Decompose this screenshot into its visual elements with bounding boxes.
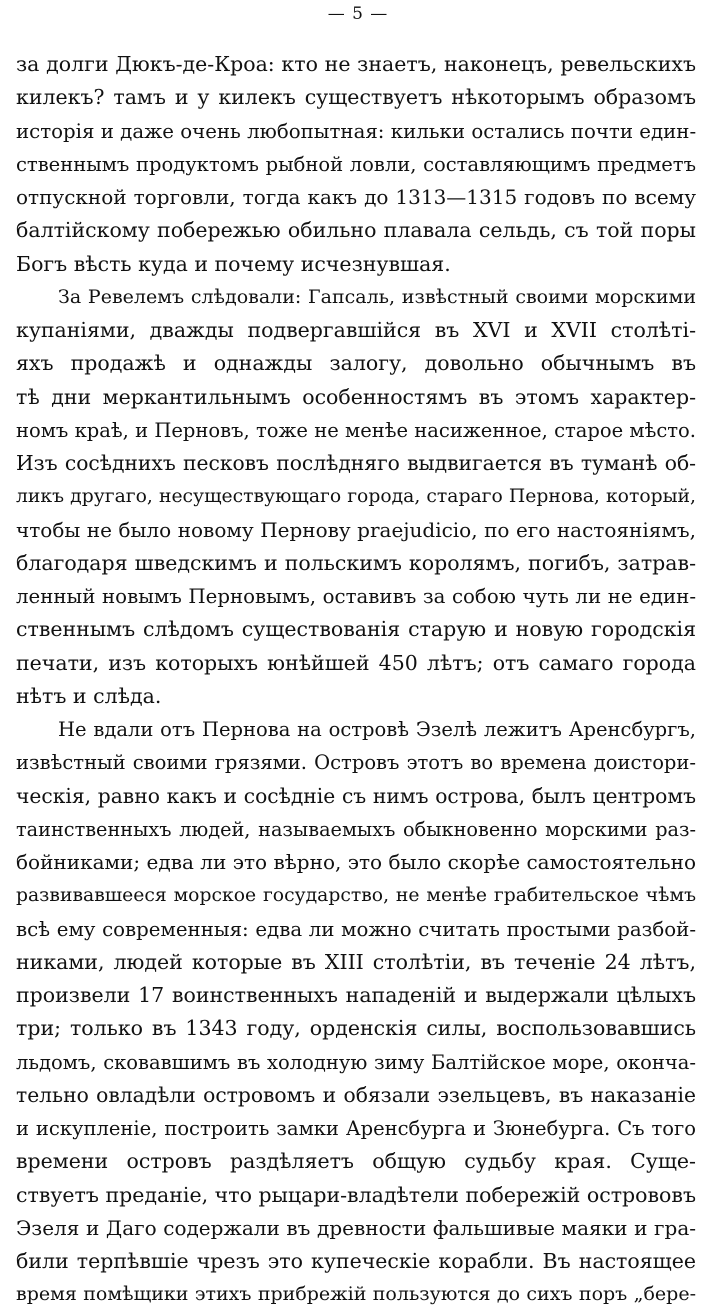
text-line: номъ краѣ, и Перновъ, тоже не менѣе насиженное, старое мѣсто. (16, 418, 696, 442)
text-line: ствуетъ преданіе, что рыцари-владѣтели побережій острововъ (16, 1182, 696, 1207)
text-line: развивавшееся морское государство, не менѣе грабительское чѣмъ (16, 885, 696, 907)
text-line: били терпѣвшіе чрезъ это купеческіе корабли. Въ настоящее (16, 1249, 696, 1273)
text-line: льдомъ, сковавшимъ въ холодную зиму Балтійское море, оконча- (16, 1050, 696, 1074)
text-line: три; только въ 1343 году, орденскія силы, воспользовавшись (16, 1016, 696, 1041)
text-line: ленный новымъ Перновымъ, оставивъ за собою чуть ли не един- (16, 585, 696, 608)
text-line: исторія и даже очень любопытная: кильки остались почти един- (16, 119, 696, 143)
text-line: Не вдали отъ Пернова на островѣ Эзелѣ лежитъ Аренсбургъ, (58, 718, 696, 741)
text-line: ственнымъ продуктомъ рыбной ловли, составляющимъ предметъ (16, 152, 696, 176)
text-line: нѣтъ и слѣда. (16, 683, 162, 708)
text-line: времени островъ раздѣляетъ общую судьбу края. Суще- (16, 1149, 696, 1174)
text-line: бойниками; едва ли это вѣрно, это было скорѣе самостоятельно (16, 850, 696, 874)
text-line: печати, изъ которыхъ юнѣйшей 450 лѣтъ; отъ самаго города (16, 650, 696, 675)
text-line: отпускной торговли, тогда какъ до 1313—1315 годовъ по всему (16, 185, 696, 209)
page-number: — 5 — (327, 4, 389, 24)
text-line: время помѣщики этихъ прибрежій пользуются до сихъ поръ „бере- (16, 1283, 696, 1306)
text-line: балтійскому побережью обильно плавала сельдь, съ той поры (16, 218, 696, 243)
text-line: Богъ вѣсть куда и почему исчезнувшая. (16, 251, 451, 276)
text-line: чтобы не было новому Пернову praejudicio, по его настояніямъ, (16, 517, 696, 542)
text-line: благодаря шведскимъ и польскимъ королямъ, погибъ, затрав- (16, 550, 696, 575)
text-line: всѣ ему современныя: едва ли можно считать простыми разбой- (16, 917, 696, 941)
text-line: никами, людей которые въ XIII столѣтіи, въ теченіе 24 лѣтъ, (16, 949, 696, 974)
text-line: извѣстный своими грязями. Островъ этотъ во времена доистори- (16, 751, 696, 775)
text-line: яхъ продажѣ и однажды залогу, довольно обычнымъ въ (16, 351, 696, 376)
text-line: ликъ другаго, несуществующаго города, стараго Пернова, который, (16, 486, 696, 508)
text-line: ческія, равно какъ и сосѣдніе съ нимъ острова, былъ центромъ (16, 783, 696, 808)
text-line: Эзеля и Даго содержали въ древности фальшивые маяки и гра- (16, 1215, 696, 1240)
text-line: произвели 17 воинственныхъ нападеній и выдержали цѣлыхъ (16, 983, 696, 1007)
text-line: тѣ дни меркантильнымъ особенностямъ въ этомъ характер- (16, 384, 696, 409)
text-line: тельно овладѣли островомъ и обязали эзельцевъ, въ наказаніе (16, 1082, 696, 1107)
text-line: за долги Дюкъ-де-Кроа: кто не знаетъ, наконецъ, ревельскихъ (16, 52, 696, 76)
text-line: килекъ? тамъ и у килекъ существуетъ нѣкоторымъ образомъ (16, 85, 696, 110)
text-line: таинственныхъ людей, называемыхъ обыкновенно морскими раз- (16, 817, 696, 841)
text-line: За Ревелемъ слѣдовали: Гапсаль, извѣстный своими морскими (58, 285, 696, 308)
text-line: и искупленіе, построить замки Аренсбурга и Зюнебурга. Съ того (16, 1117, 696, 1140)
text-line: Изъ сосѣднихъ песковъ послѣдняго выдвигается въ туманѣ об- (16, 451, 696, 475)
text-line: ственнымъ слѣдомъ существованія старую и новую городскія (16, 617, 696, 642)
body-text (16, 48, 696, 1312)
text-line: купаніями, дважды подвергавшійся въ XVI и XVII столѣті- (16, 318, 696, 342)
